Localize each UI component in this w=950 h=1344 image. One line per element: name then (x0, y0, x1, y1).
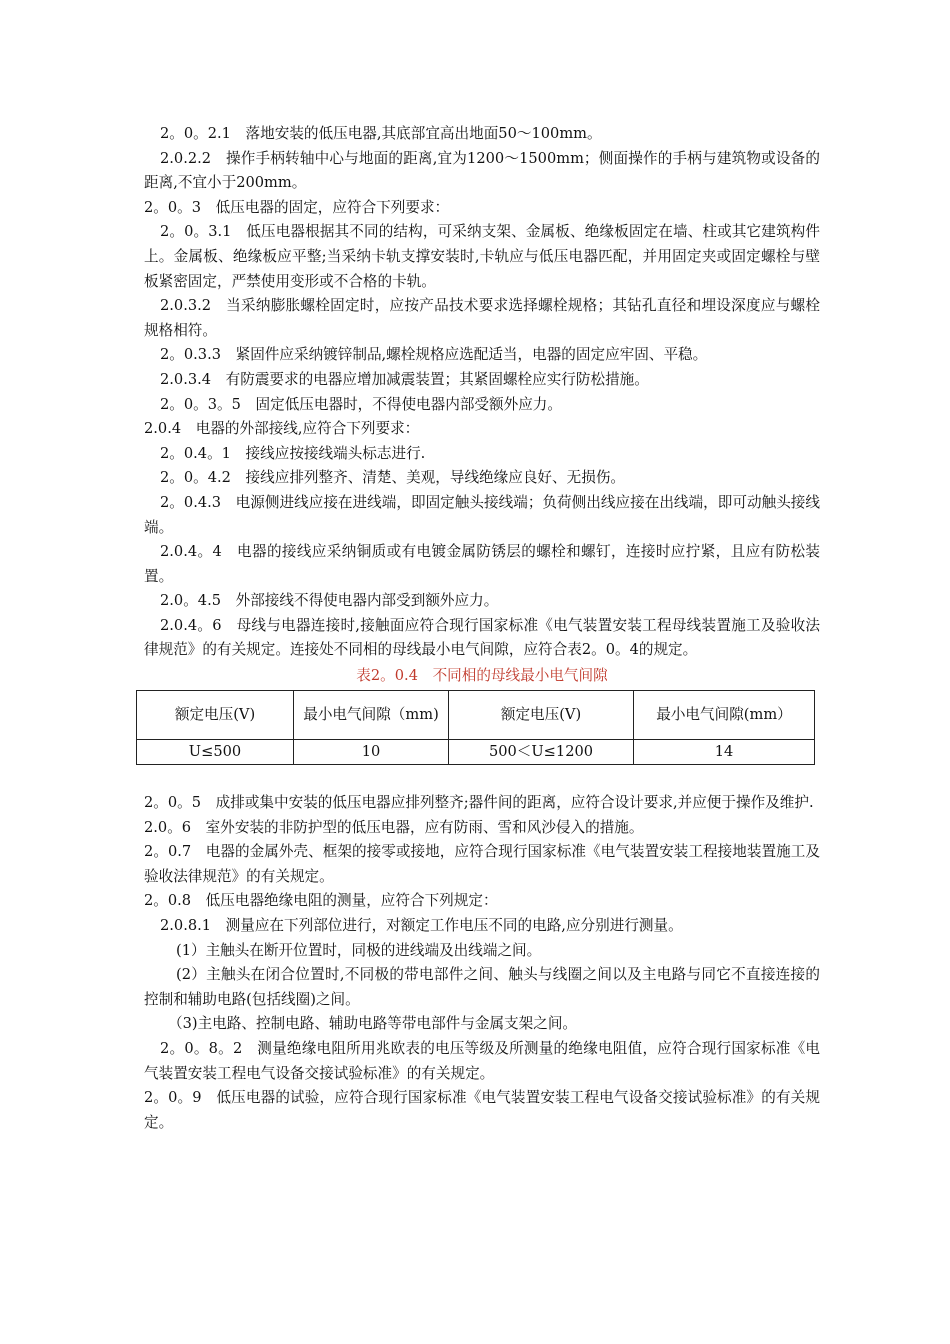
table-header-cell: 最小电气间隙(mm） (634, 691, 815, 740)
paragraph: 2.0.2.2 操作手柄转轴中心与地面的距离,宜为1200～1500mm；侧面操作的手柄与建筑物或设备的距离,不宜小于200mm。 (144, 149, 820, 192)
section-heading: 2.0.4 电器的外部接线,应符合下列要求： (144, 420, 420, 438)
paragraph: 2。0.4。1 接线应按接线端头标志进行. (160, 444, 426, 462)
paragraph: 2。0.4.3 电源侧进线应接在进线端，即固定触头接线端；负荷侧出线应接在出线端，即可动触头接线端。 (144, 493, 820, 536)
document-page (144, 122, 820, 1135)
list-item: (2）主触头在闭合位置时,不同极的带电部件之间、触头与线圈之间以及主电路与同它不直接连接的控制和辅助电路(包括线圈)之间。 (144, 966, 820, 1008)
table-header-cell: 额定电压(V) (137, 691, 294, 740)
paragraph: 2.0.3.2 当采纳膨胀螺栓固定时，应按产品技术要求选择螺栓规格；其钻孔直径和埋设深度应与螺栓规格相符。 (144, 297, 820, 339)
table-cell: U≤500 (137, 740, 294, 765)
section-heading: 2。0。5 成排或集中安装的低压电器应排列整齐;器件间的距离，应符合设计要求,并应便于操作及维护. (144, 794, 814, 812)
table-header-cell: 额定电压(V) (449, 691, 634, 740)
paragraph: 2。0。3.1 低压电器根据其不同的结构，可采纳支架、金属板、绝缘板固定在墙、柱或其它建筑构件上。金属板、绝缘板应平整;当采纳卡轨支撑安装时,卡轨应与低压电器匹配，并用固定夹或固定螺栓与壁板紧密固定，严禁使用变形或不合格的卡轨。 (144, 223, 820, 290)
paragraph: 2。0。8。2 测量绝缘电阻所用兆欧表的电压等级及所测量的绝缘电阻值，应符合现行国家标准《电气装置安装工程电气设备交接试验标准》的有关规定。 (144, 1040, 820, 1082)
table-cell: 500＜U≤1200 (449, 740, 634, 765)
paragraph: 2。0。4.2 接线应排列整齐、清楚、美观，导线绝缘应良好、无损伤。 (160, 469, 626, 487)
paragraph: 2.0.3.4 有防震要求的电器应增加减震装置；其紧固螺栓应实行防松措施。 (160, 370, 649, 388)
table-cell: 14 (634, 740, 815, 765)
table-caption: 表2。0.4 不同相的母线最小电气间隙 (356, 667, 608, 685)
paragraph: 2.0.4。6 母线与电器连接时,接触面应符合现行国家标准《电气装置安装工程母线装置施工及验收法律规范》的有关规定。连接处不同相的母线最小电气间隙，应符合表2。0。4的规定。 (144, 616, 820, 659)
section-heading: 2。0.8 低压电器绝缘电阻的测量，应符合下列规定： (144, 892, 498, 910)
section-heading: 2。0。9 低压电器的试验，应符合现行国家标准《电气装置安装工程电气设备交接试验标准》的有关规定。 (144, 1089, 820, 1131)
list-item: （3)主电路、控制电路、辅助电路等带电部件与金属支架之间。 (168, 1015, 578, 1033)
spacer (144, 765, 820, 791)
table-cell: 10 (294, 740, 449, 765)
section-heading: 2。0。3 低压电器的固定，应符合下列要求： (144, 198, 450, 216)
section-heading: 2。0.7 电器的金属外壳、框架的接零或接地，应符合现行国家标准《电气装置安装工程接地装置施工及验收法律规范》的有关规定。 (144, 843, 820, 885)
paragraph: 2。0。3。5 固定低压电器时，不得使电器内部受额外应力。 (160, 395, 562, 413)
table-header-cell: 最小电气间隙（mm) (294, 691, 449, 740)
table-header-row (137, 691, 815, 740)
paragraph: 2。0。2.1 落地安装的低压电器,其底部宜高出地面50～100mm。 (160, 125, 602, 142)
top-section (144, 122, 820, 663)
table-row (137, 740, 815, 765)
clearance-table (136, 690, 815, 765)
paragraph: 2.0。4.5 外部接线不得使电器内部受到额外应力。 (160, 592, 499, 610)
bottom-section (144, 791, 820, 1135)
section-heading: 2.0。6 室外安装的非防护型的低压电器，应有防雨、雪和风沙侵入的措施。 (144, 818, 644, 836)
paragraph: 2.0.4。4 电器的接线应采纳铜质或有电镀金属防锈层的螺栓和螺钉，连接时应拧紧，且应有防松装置。 (144, 543, 820, 585)
paragraph: 2。0.3.3 紧固件应采纳镀锌制品,螺栓规格应选配适当，电器的固定应牢固、平稳。 (160, 346, 708, 364)
paragraph: 2.0.8.1 测量应在下列部位进行，对额定工作电压不同的电路,应分别进行测量。 (160, 917, 683, 935)
list-item: (1）主触头在断开位置时，同极的进线端及出线端之间。 (176, 941, 542, 959)
